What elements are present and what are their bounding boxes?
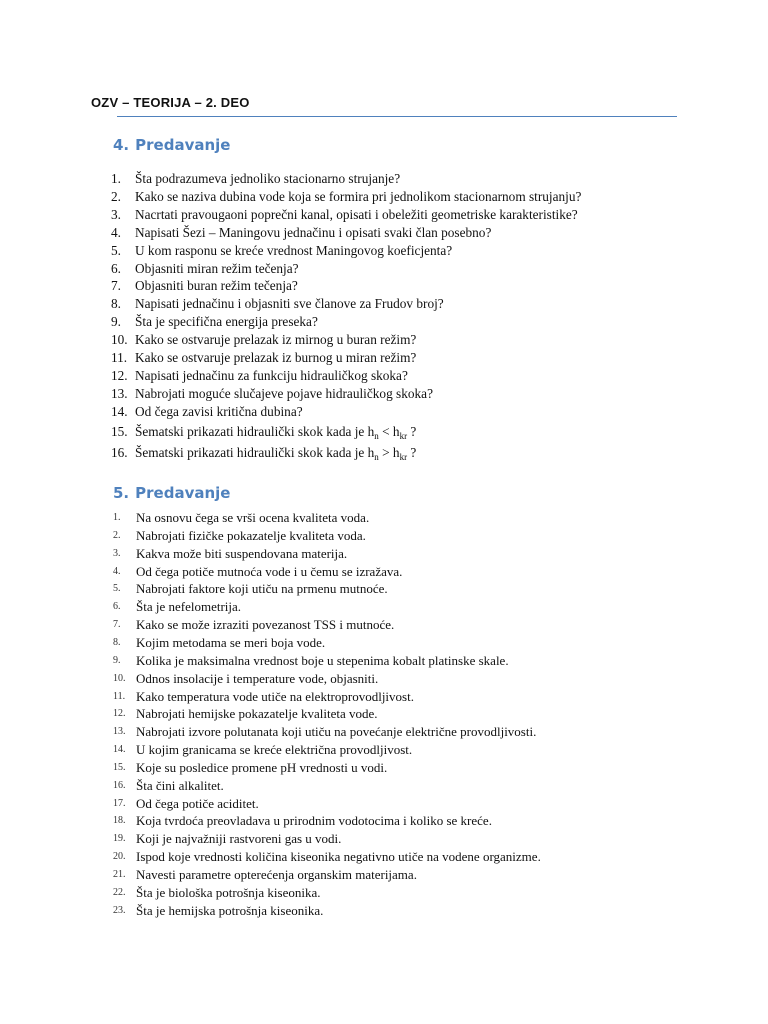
question-number: 11.	[113, 690, 126, 702]
question-text: Odnos insolacije i temperature vode, objasniti.	[136, 670, 379, 686]
question-number: 5.	[113, 583, 121, 595]
subscript: n	[374, 430, 379, 441]
question-text: Kako se ostvaruje prelazak iz burnog u miran režim?	[135, 350, 417, 365]
question-text: Šta je specifična energija preseka?	[135, 314, 318, 330]
section-4-number: 4.	[113, 136, 130, 154]
question-text: Šta je nefelometrija.	[136, 599, 242, 615]
question-text-part: ?	[407, 423, 417, 439]
question-number: 7.	[113, 619, 121, 631]
question-number: 14.	[113, 744, 126, 756]
question-text-part: Šematski prikazati hidraulički skok kada je h	[135, 444, 375, 460]
question-number: 18.	[113, 815, 126, 827]
question-number: 4.	[111, 224, 121, 240]
question-text: Nabrojati hemijske pokazatelje kvaliteta vode.	[136, 706, 378, 722]
section-5-heading	[113, 484, 230, 502]
question-number: 19.	[113, 833, 126, 845]
question-number: 9.	[113, 654, 121, 666]
question-text: Napisati jednačinu za funkciju hidrauličkog skoka?	[135, 367, 408, 383]
question-number: 11.	[111, 350, 128, 365]
question-number: 10.	[113, 672, 126, 684]
question-text: Kako se naziva dubina vode koja se formira pri jednolikom stacionarnom strujanju?	[135, 188, 582, 204]
question-number: 4.	[113, 565, 121, 577]
question-number: 2.	[113, 529, 121, 541]
question-text: Kakva može biti suspendovana materija.	[136, 545, 348, 561]
question-text: Objasniti miran režim tečenja?	[135, 260, 299, 276]
question-text: Nabrojati faktore koji utiču na prmenu mutnoće.	[136, 581, 388, 597]
question-text: Nabrojati moguće slučajeve pojave hidrauličkog skoka?	[135, 385, 433, 401]
question-text: Od čega zavisi kritična dubina?	[135, 403, 303, 419]
question-text: Objasniti buran režim tečenja?	[135, 278, 298, 294]
question-text: Nabrojati fizičke pokazatelje kvaliteta voda.	[136, 527, 366, 543]
question-text-part: Šematski prikazati hidraulički skok kada je h	[135, 423, 375, 439]
question-text: Navesti parametre opterećenja organskim materijama.	[136, 867, 417, 882]
subscript: n	[374, 451, 379, 462]
question-text: Kako temperatura vode utiče na elektroprovodljivost.	[136, 688, 414, 704]
question-text: Kojim metodama se meri boja vode.	[136, 634, 326, 650]
section-5-number: 5.	[113, 484, 130, 502]
question-number: 7.	[111, 278, 121, 294]
question-number: 20.	[113, 851, 126, 863]
question-text: Od čega potiče aciditet.	[136, 795, 259, 811]
section-5-heading-text: Predavanje	[135, 484, 231, 502]
question-number: 8.	[111, 296, 121, 312]
question-number: 1.	[111, 171, 121, 186]
question-number: 15.	[113, 761, 126, 773]
question-number: 6.	[111, 260, 121, 276]
question-number: 6.	[113, 601, 121, 613]
question-number: 12.	[111, 367, 128, 383]
question-text: Šta je hemijska potrošnja kiseonika.	[136, 902, 324, 918]
question-text: U kom rasponu se kreće vrednost Maningovog koeficjenta?	[135, 242, 453, 258]
question-text: Napisati jednačinu i objasniti sve članove za Frudov broj?	[135, 296, 444, 312]
question-text: Koja tvrdoća preovladava u prirodnim vodotocima i koliko se kreće.	[136, 813, 492, 829]
question-text: Nabrojati izvore polutanata koji utiču na povećanje električne provodljivosti.	[136, 724, 537, 740]
question-number: 16.	[111, 444, 128, 460]
question-text: Šta čini alkalitet.	[136, 777, 224, 793]
question-text-part: < h	[378, 423, 400, 439]
question-number: 8.	[113, 636, 121, 648]
question-text: Na osnovu čega se vrši ocena kvaliteta voda.	[136, 510, 370, 525]
question-number: 17.	[113, 797, 126, 809]
question-text: U kojim granicama se kreće električna provodljivost.	[136, 742, 413, 758]
question-number: 16.	[113, 779, 126, 791]
question-number: 3.	[113, 547, 121, 559]
question-number: 10.	[111, 332, 128, 348]
question-number: 2.	[111, 188, 121, 204]
subscript: kr	[399, 451, 408, 462]
question-number: 3.	[111, 206, 121, 222]
question-text: Nacrtati pravougaoni poprečni kanal, opisati i obeležiti geometriske karakteristike?	[135, 206, 578, 222]
question-text: Koje su posledice promene pH vrednosti u vodi.	[136, 759, 388, 775]
question-number: 23.	[113, 904, 126, 916]
question-number: 5.	[111, 242, 121, 258]
question-text-part: ?	[407, 444, 417, 460]
question-number: 13.	[113, 726, 126, 738]
section-4-heading	[113, 136, 230, 154]
question-text: Kako se može izraziti povezanost TSS i mutnoće.	[136, 617, 395, 633]
question-text: Šta je biološka potrošnja kiseonika.	[136, 884, 321, 900]
question-number: 13.	[111, 385, 128, 401]
title-divider	[117, 116, 677, 117]
section-4-heading-text: Predavanje	[135, 136, 231, 154]
question-text: Kako se ostvaruje prelazak iz mirnog u buran režim?	[135, 332, 417, 348]
question-text: Od čega potiče mutnoća vode i u čemu se izražava.	[136, 563, 403, 579]
question-text: Ispod koje vrednosti količina kiseonika negativno utiče na vodene organizme.	[136, 849, 541, 865]
question-text	[135, 424, 416, 441]
question-text: Napisati Šezi – Maningovu jednačinu i opisati svaki član posebno?	[135, 224, 492, 240]
question-text-part: > h	[378, 444, 400, 460]
question-text: Koji je najvažniji rastvoreni gas u vodi.	[136, 831, 342, 847]
question-number: 9.	[111, 314, 121, 330]
subscript: kr	[399, 430, 408, 441]
question-text: Šta podrazumeva jednoliko stacionarno strujanje?	[135, 171, 401, 186]
question-number: 14.	[111, 403, 128, 419]
question-text	[135, 445, 416, 462]
question-number: 21.	[113, 869, 126, 880]
question-text: Kolika je maksimalna vrednost boje u stepenima kobalt platinske skale.	[136, 652, 509, 668]
question-number: 1.	[113, 512, 121, 523]
question-number: 15.	[111, 423, 128, 439]
question-number: 22.	[113, 886, 126, 898]
question-number: 12.	[113, 708, 126, 720]
document-title: OZV – TEORIJA – 2. DEO	[91, 95, 250, 110]
